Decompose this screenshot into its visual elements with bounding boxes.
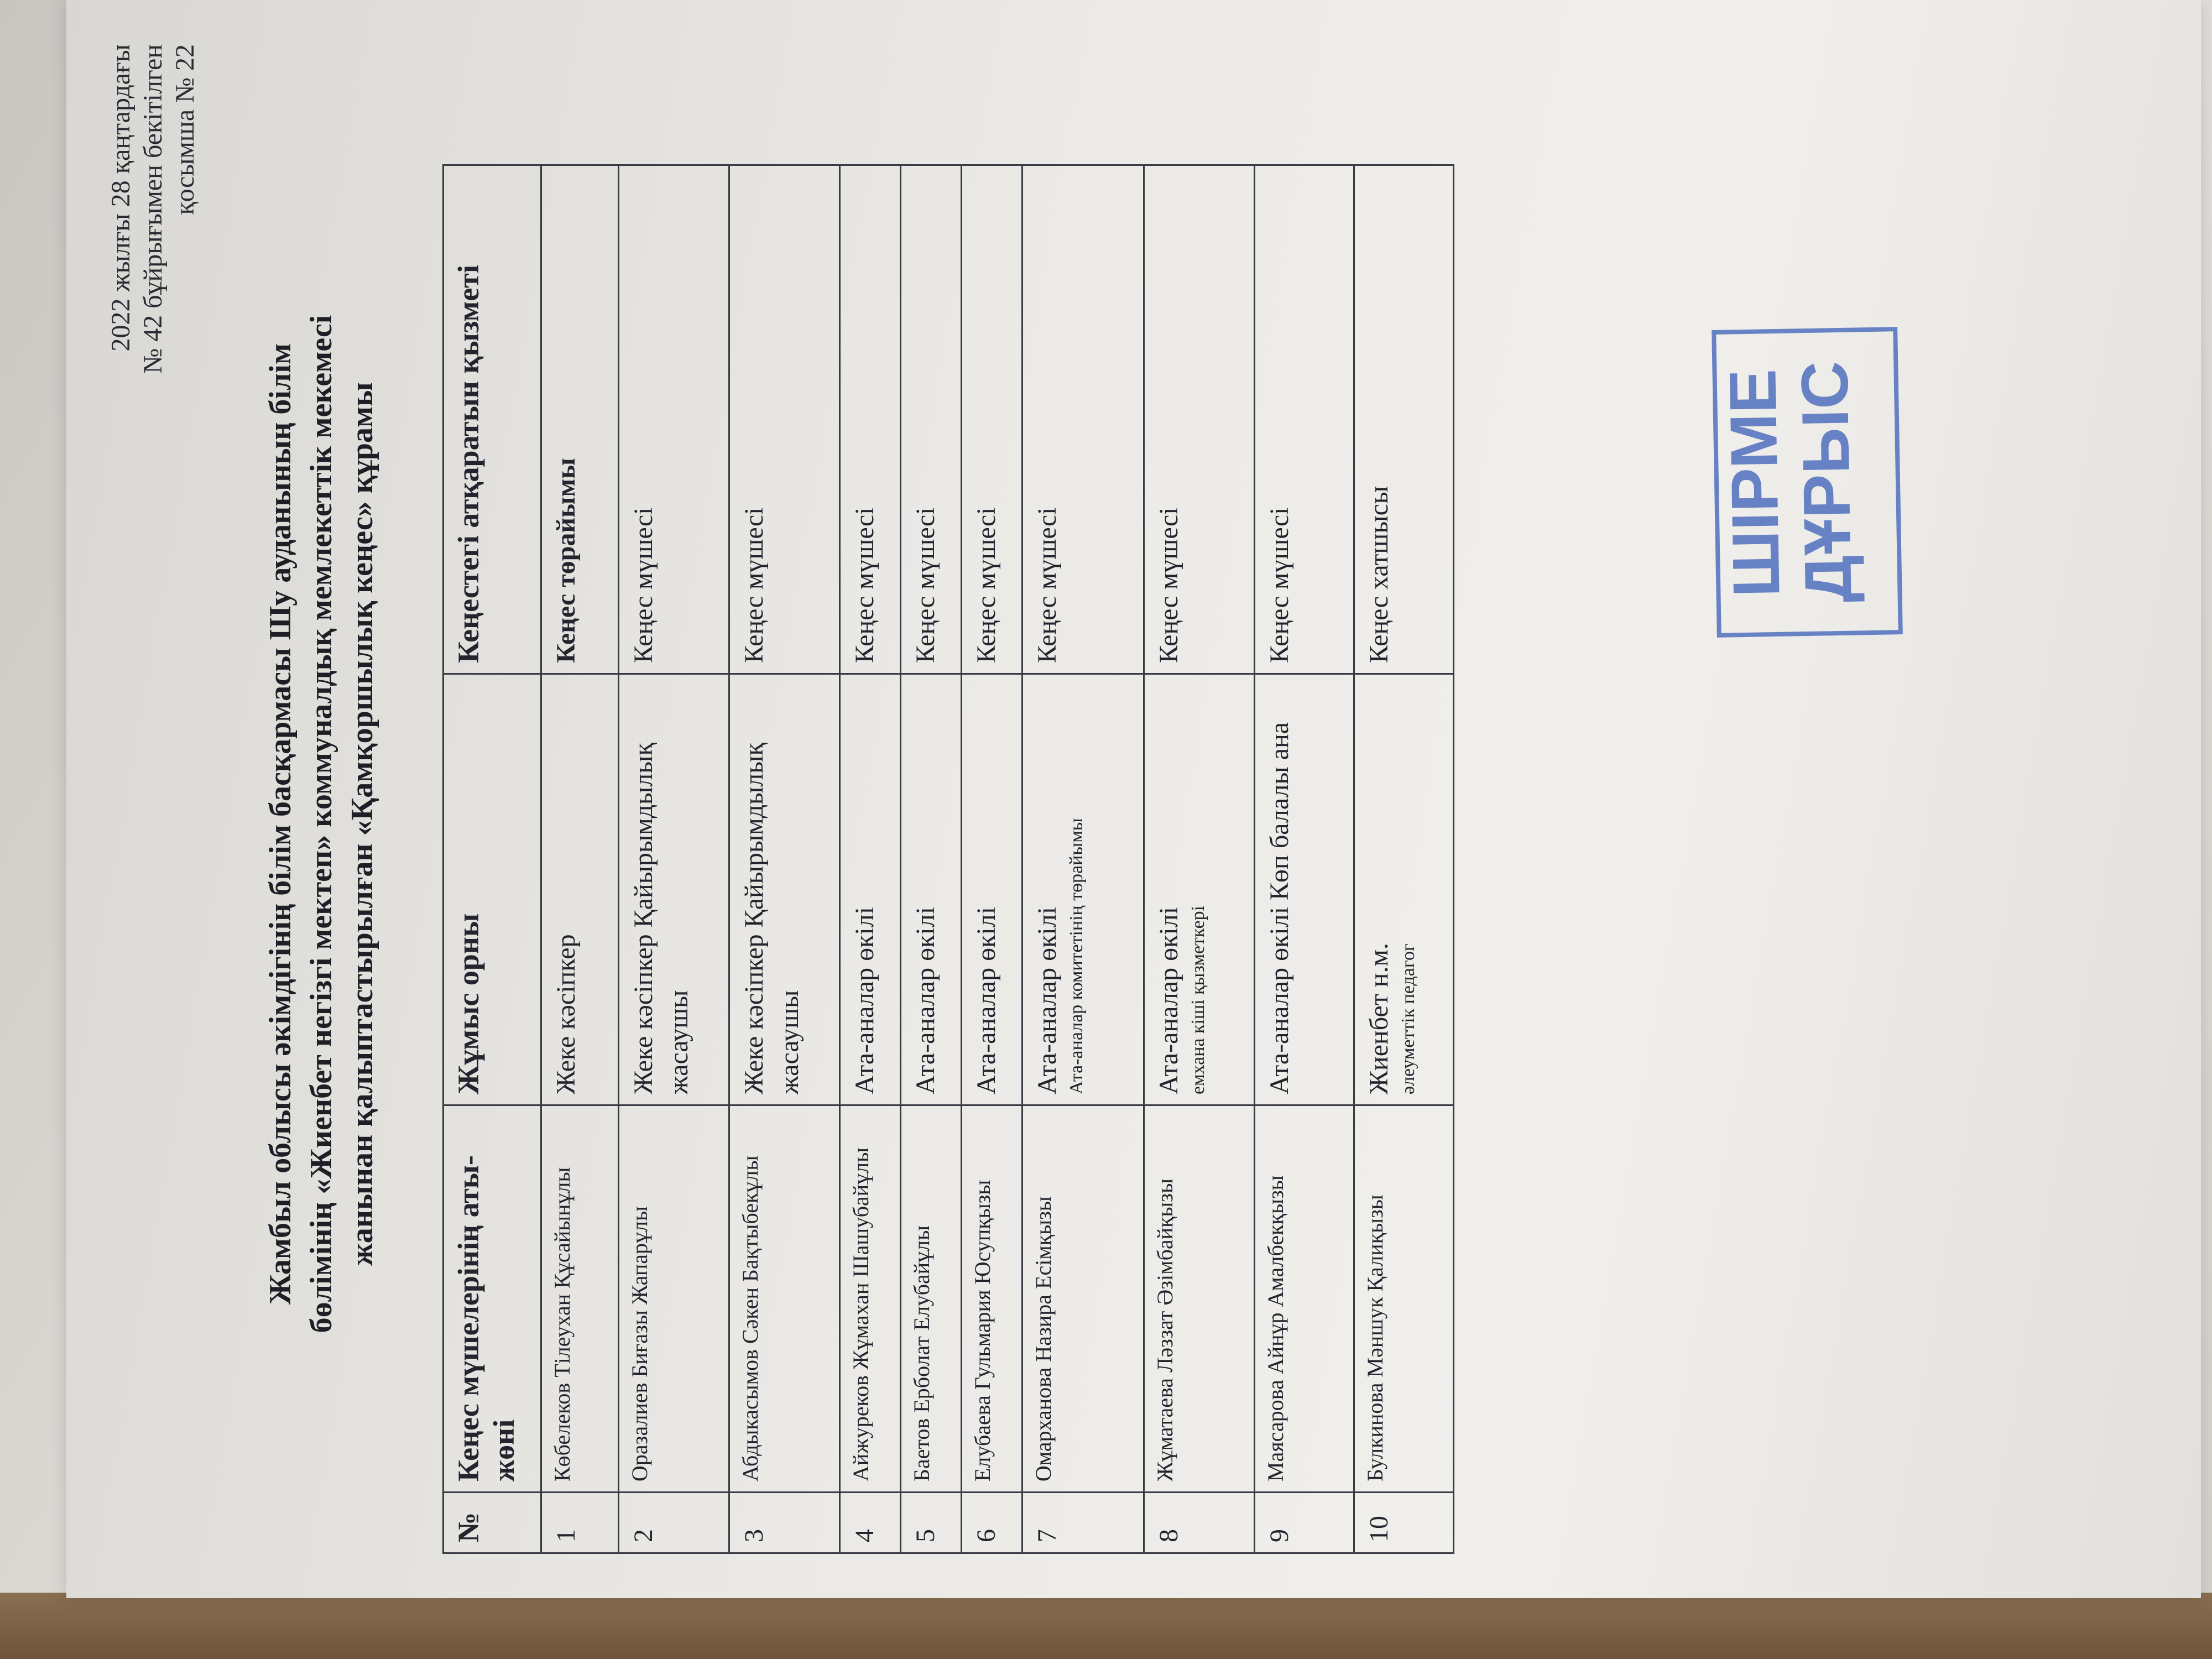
council-role: [619, 165, 729, 674]
council-role-text: Кеңес мүшесі: [850, 507, 879, 663]
title-line: жанынан қалыптастырылған «Қамқоршылық кеңес» құрамы: [345, 382, 379, 1266]
member-workplace-text: Жиенбет н.м.: [1364, 943, 1394, 1094]
council-role: [541, 165, 619, 674]
workplace-detail: әлеуметтік педагог: [1398, 943, 1418, 1094]
table-row: [729, 165, 840, 1553]
council-role-text: Кеңес мүшесі: [1032, 507, 1062, 663]
row-number-text: 7: [1032, 1529, 1062, 1542]
council-role: [1255, 165, 1354, 674]
row-number-text: 8: [1154, 1529, 1183, 1542]
member-workplace: [729, 674, 840, 1105]
workplace-detail: емхана кіші қызметкері: [1188, 905, 1208, 1094]
council-role-text: Кеңес мүшесі: [739, 507, 769, 663]
row-number: [1144, 1493, 1255, 1553]
table-row: [1255, 165, 1354, 1553]
member-name: [541, 1105, 619, 1493]
member-name-text: Айжуреков Жұмахан Шашубайұлы: [848, 1147, 873, 1481]
stamp-text: ДҰРЫС: [1787, 361, 1866, 603]
council-role: [1144, 165, 1255, 674]
member-name: [619, 1105, 729, 1493]
council-role-text: Кеңес мүшесі: [629, 507, 658, 663]
member-name: [729, 1105, 840, 1493]
header-council-role: Кеңестегі атқаратын қызметі: [444, 165, 541, 674]
table-row: [1354, 165, 1454, 1553]
member-name-text: Булкинова Мәншук Қалиқызы: [1363, 1194, 1387, 1481]
council-members-table: [442, 164, 1454, 1554]
member-name-text: Баетов Ерболат Елубайұлы: [909, 1225, 934, 1481]
certification-stamp: [1712, 327, 1903, 638]
row-number: [619, 1493, 729, 1553]
row-number-text: 1: [551, 1529, 581, 1542]
council-role-text: Кеңес мүшесі: [911, 507, 940, 663]
document-title: [260, 133, 383, 1515]
member-name: [1022, 1105, 1144, 1493]
member-name-text: Елубаева Гульмария Юсупқызы: [970, 1180, 995, 1481]
member-workplace-text: Ата-аналар өкілі: [1154, 906, 1183, 1094]
council-role-text: Кеңес хатшысы: [1364, 486, 1394, 663]
table-row: [541, 165, 619, 1553]
council-role-text: Кеңес мүшесі: [1154, 507, 1183, 663]
row-number: [901, 1493, 962, 1553]
member-workplace: [619, 674, 729, 1105]
header-number: №: [444, 1493, 541, 1553]
row-number-text: 10: [1364, 1516, 1394, 1542]
member-name: [840, 1105, 901, 1493]
member-workplace: [1354, 674, 1454, 1105]
row-number: [1255, 1493, 1354, 1553]
member-workplace-text: Ата-аналар өкілі: [1032, 906, 1062, 1094]
row-number: [541, 1493, 619, 1553]
row-number: [1354, 1493, 1454, 1553]
council-role: [1354, 165, 1454, 674]
title-line: бөлімінің «Жиенбет негізгі мектеп» коммуналдық мемлекеттік мекемесі: [304, 315, 338, 1333]
council-role: [840, 165, 901, 674]
council-role: [1022, 165, 1144, 674]
member-name: [1354, 1105, 1454, 1493]
member-name: [1144, 1105, 1255, 1493]
table-row: [619, 165, 729, 1553]
member-workplace: [962, 674, 1022, 1105]
council-role-text: Кеңес төрайымы: [551, 458, 581, 663]
member-name-text: Оразалиев Биғазы Жапарұлы: [627, 1206, 652, 1481]
member-name-text: Маясарова Айнұр Амалбекқызы: [1263, 1175, 1288, 1481]
row-number-text: 9: [1265, 1529, 1294, 1542]
row-number-text: 5: [911, 1529, 940, 1542]
member-name: [962, 1105, 1022, 1493]
member-workplace: [901, 674, 962, 1105]
member-workplace: [1144, 674, 1255, 1105]
header-member-name: Кеңес мүшелерінің аты-жөні: [444, 1105, 541, 1493]
council-role: [901, 165, 962, 674]
row-number-text: 4: [850, 1529, 879, 1542]
member-workplace-text: Ата-аналар өкілі: [972, 906, 1001, 1094]
member-workplace: [1022, 674, 1144, 1105]
row-number: [1022, 1493, 1144, 1553]
member-workplace: [1255, 674, 1354, 1105]
approval-note: [105, 44, 201, 653]
approval-note-line: № 42 бұйрығымен бекітілген: [138, 44, 168, 374]
table-row: [1144, 165, 1255, 1553]
row-number: [962, 1493, 1022, 1553]
member-name-text: Көбелеков Тілеухан Құсайынұлы: [550, 1167, 575, 1481]
table-row: [840, 165, 901, 1553]
member-workplace-text: Ата-аналар өкілі: [911, 906, 940, 1094]
member-workplace-text: Ата-аналар өкілі Көп балалы ана: [1265, 722, 1294, 1094]
row-number-text: 6: [972, 1529, 1001, 1542]
title-line: Жамбыл облысы әкімдігінің білім басқармасы Шу ауданының білім: [263, 343, 298, 1305]
workplace-detail: Ата-аналар комитетінің төрайымы: [1066, 818, 1087, 1094]
approval-note-line: 2022 жылғы 28 қаңтардағы: [106, 44, 135, 352]
member-name-text: Жұматаева Ләззат Әзімбайқызы: [1152, 1178, 1177, 1481]
member-workplace-text: Жеке кәсіпкер Қайырымдылық жасаушы: [739, 743, 804, 1094]
member-name-text: Абдыкасымов Сәкен Бақтыбекұлы: [738, 1155, 763, 1481]
member-workplace-text: Ата-аналар өкілі: [850, 906, 879, 1094]
row-number: [840, 1493, 901, 1553]
member-workplace-text: Жеке кәсіпкер: [551, 934, 581, 1094]
member-workplace: [541, 674, 619, 1105]
council-role-text: Кеңес мүшесі: [972, 507, 1001, 663]
table-row: [901, 165, 962, 1553]
header-workplace: Жұмыс орны: [444, 674, 541, 1105]
council-role: [962, 165, 1022, 674]
row-number-text: 2: [629, 1529, 658, 1542]
council-role: [729, 165, 840, 674]
council-role-text: Кеңес мүшесі: [1265, 507, 1294, 663]
row-number-text: 3: [739, 1529, 769, 1542]
member-name-text: Омарханова Назира Есімқызы: [1031, 1196, 1056, 1481]
table-row: [962, 165, 1022, 1553]
member-name: [1255, 1105, 1354, 1493]
member-workplace: [840, 674, 901, 1105]
stamp-text: ШІРМЕ: [1715, 368, 1794, 598]
member-workplace-text: Жеке кәсіпкер Қайырымдылық жасаушы: [629, 743, 693, 1094]
appendix-number: қосымша № 22: [170, 44, 200, 215]
member-name: [901, 1105, 962, 1493]
table-header-row: [444, 165, 541, 1553]
row-number: [729, 1493, 840, 1553]
table-row: [1022, 165, 1144, 1553]
